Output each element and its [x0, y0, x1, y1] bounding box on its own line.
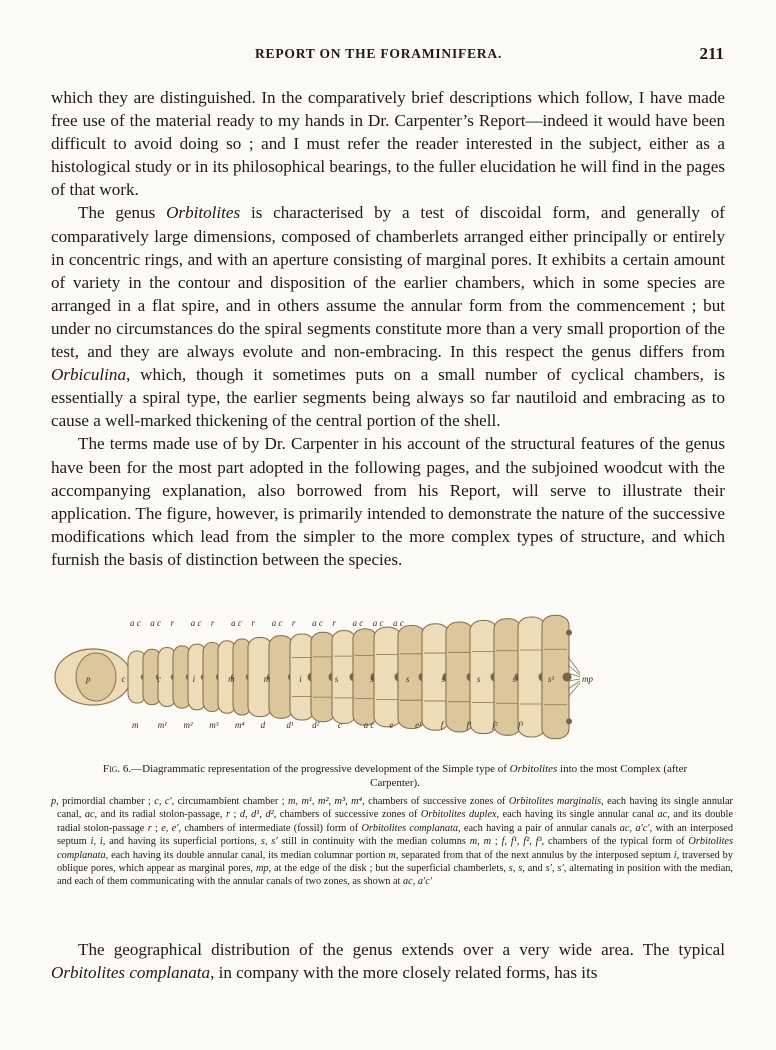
- italic-term: s, s′: [260, 836, 278, 848]
- text-run: , each having its double annular canal, its median columnar portion: [105, 849, 389, 861]
- text-run: ;: [229, 809, 240, 821]
- text-run: still in continuity with the median columns: [277, 836, 470, 848]
- label-bottom: d¹: [286, 720, 294, 730]
- text-run: The genus: [78, 203, 167, 223]
- label-bottom: m: [132, 720, 139, 730]
- label-bottom: m¹: [157, 720, 167, 730]
- label-inner: m: [263, 674, 271, 684]
- label-inner: c: [121, 674, 126, 684]
- label-top: a c: [130, 618, 141, 628]
- paragraph: [51, 938, 725, 984]
- body-text: [51, 86, 725, 571]
- figure-woodcut: [48, 612, 748, 758]
- text-run: , at the edge of the disk ; but the superficial chamberlets,: [268, 863, 509, 875]
- label-bottom: f¹: [466, 720, 472, 730]
- label-bottom: d²: [312, 720, 320, 730]
- text-run: , chambers of the typical form of: [541, 836, 689, 848]
- text-run: , and its radial stolon-passage,: [94, 809, 226, 821]
- italic-term: m, m: [469, 836, 492, 848]
- italic-term: f, f¹, f², f³: [501, 836, 542, 848]
- label-bottom: f³: [518, 720, 524, 730]
- orbitolites-diagram: [48, 612, 748, 758]
- italic-term: Orbitolites marginalis: [508, 796, 602, 807]
- italic-term: Orbitolites duplex: [420, 809, 497, 821]
- italic-term: i: [673, 849, 677, 861]
- italic-term: m: [388, 849, 396, 861]
- text-run: , separated from that of the next annulus by the interposed septum: [395, 849, 674, 861]
- italic-term: r: [147, 822, 152, 834]
- label-top: a c: [271, 618, 283, 628]
- label-bottom: m²: [183, 720, 193, 730]
- label-bottom: f: [440, 720, 444, 730]
- label-inner: p: [86, 674, 91, 684]
- text-run: , and having its superficial portions,: [102, 836, 261, 848]
- text-run: , circumambient chamber ;: [171, 796, 289, 807]
- italic-term: p: [51, 796, 57, 807]
- label-top: r: [291, 618, 296, 628]
- label-inner: s¹: [548, 674, 555, 684]
- italic-term: i, i: [90, 836, 103, 848]
- text-run: into the most Complex (after Carpenter).: [370, 763, 688, 789]
- circumambient-chamber: [76, 653, 116, 701]
- text-run: The geographical distribution of the genus extends over a very wide area. The typical: [78, 940, 725, 959]
- italic-term: c, c′: [154, 796, 172, 807]
- label-top: a c: [352, 618, 364, 628]
- text-run: , traversed by oblique pores, which appear as marginal pores,: [57, 849, 733, 875]
- text-run: , which, though it sometimes puts on a small number of cyclical chambers, is essentially a spiral type, the earlier segments being always so far nautiloid and embracing as to cause a well-marked thickening of the central portion of the shell.: [51, 365, 725, 431]
- paragraph: [51, 86, 725, 201]
- italic-term: r: [225, 809, 230, 821]
- text-run: ;: [151, 822, 162, 834]
- label-inner: c: [157, 674, 162, 684]
- text-run: , chambers of intermediate (fossil) form of: [178, 822, 362, 834]
- marginal-pore-line: [568, 657, 580, 673]
- label-bottom: e¹: [415, 720, 422, 730]
- italic-term: s, s: [508, 863, 523, 875]
- italic-term: Orbitolites: [166, 203, 241, 223]
- text-run: is characterised by a test of discoidal form, and generally of comparatively large dimensions, composed of chamberlets arranged either principally or entirely in concentric rings, and with an aperture consisting of marginal pores. It exhibits a certain amount of variety in the contour and disposition of the earlier chambers, which in some species are arranged in a flat spire, and in others assume the annular form from the commencement ; but under no circumstances do the spiral segments constitute more than a very small proportion of the test, and they are always evolute and non-embracing. In this respect the genus differs from: [51, 203, 725, 362]
- label-inner: s: [441, 674, 445, 684]
- text-run: , chambers of successive zones of: [362, 796, 509, 807]
- label-top: r: [210, 618, 215, 628]
- annular-canal: [566, 630, 572, 636]
- italic-term: Orbitolites complanata: [57, 836, 734, 861]
- label-top: r: [251, 618, 255, 628]
- label-inner: s¹: [512, 674, 519, 684]
- annular-canal: [566, 718, 572, 724]
- text-run: , each having its single annular canal: [496, 809, 658, 821]
- text-run: , primordial chamber ;: [56, 796, 155, 807]
- label-top: a c: [190, 618, 202, 628]
- label-bottom: a c: [363, 720, 375, 730]
- label-marginal-pores: mp: [582, 674, 593, 684]
- figure-caption: [100, 762, 690, 790]
- paragraph: [51, 432, 725, 571]
- text-run: , with an interposed septum: [57, 822, 733, 848]
- closing-text: [51, 938, 725, 984]
- italic-term: d, d¹, d²: [239, 809, 274, 821]
- text-run: ;: [491, 836, 502, 848]
- label-top: a c: [312, 618, 323, 628]
- label-top: r: [332, 618, 336, 628]
- text-run: , alternating in position with the median, and each of them communicating with the annular canals of two zones, as shown at: [57, 863, 734, 888]
- italic-term: Orbiculina: [51, 365, 127, 385]
- label-inner: s: [370, 674, 374, 684]
- label-inner: m: [228, 674, 235, 684]
- label-top: a c: [372, 618, 384, 628]
- italic-term: s′, s′: [545, 863, 564, 875]
- text-run: Fig. 6.: [102, 763, 132, 775]
- italic-term: ac: [657, 809, 668, 821]
- label-bottom: m⁴: [234, 720, 245, 730]
- text-run: —Diagrammatic representation of the progressive development of the Simple type of: [131, 763, 510, 775]
- label-bottom: m³: [209, 720, 219, 730]
- label-bottom: f²: [492, 720, 498, 730]
- label-inner: i: [192, 674, 196, 684]
- italic-term: Orbitolites complanata: [51, 963, 211, 983]
- label-bottom: d: [260, 720, 266, 730]
- text-run: which they are distinguished. In the comparatively brief descriptions which follow, I have made free use of the material ready to my hands in Dr. Carpenter’s Report—indeed it would have been difficult to avoid doing so ; and I must refer the reader interested in the subject, either as a histological study or in its philosophical bearings, to the fuller elucidation he will find in the pages of that work.: [51, 88, 725, 200]
- label-top: a c: [393, 618, 404, 628]
- text-run: , each having its single annular canal,: [57, 796, 733, 821]
- label-top: a c: [150, 618, 161, 628]
- italic-term: e, e′: [161, 822, 179, 834]
- running-title: REPORT ON THE FORAMINIFERA.: [255, 46, 503, 61]
- label-top: r: [170, 618, 174, 628]
- label-top: a c: [231, 618, 242, 628]
- paragraph: [51, 201, 725, 432]
- italic-term: mp: [255, 863, 269, 875]
- italic-term: Orbitolites complanata: [361, 822, 459, 834]
- text-run: The terms made use of by Dr. Carpenter in his account of the structural features of the genus have been for the most part adopted in the following pages, and the subjoined woodcut with the accompanying explanation, also borrowed from his Report, will serve to illustrate their application. The figure, however, is primarily intended to demonstrate the nature of the successive modifications which lead from the simpler to the more complex types of structure, and which furnish the basis of distinction between the species.: [51, 434, 725, 569]
- label-inner: i: [299, 674, 302, 684]
- text-run: , chambers of successive zones of: [273, 809, 421, 821]
- page-header: [0, 44, 776, 68]
- italic-term: ac: [84, 809, 95, 821]
- text-run: , and: [522, 863, 546, 875]
- label-inner: s: [334, 674, 339, 684]
- italic-term: Orbitolites: [509, 763, 558, 775]
- italic-term: ac, a′c′: [619, 822, 650, 834]
- text-run: , and its double radial stolon-passage: [57, 809, 733, 834]
- page-number: 211: [699, 44, 724, 63]
- text-run: , in company with the more closely related forms, has its: [210, 963, 598, 983]
- italic-term: m, m¹, m², m³, m⁴: [288, 796, 363, 807]
- label-inner: s: [476, 674, 481, 684]
- figure-legend: [51, 795, 733, 889]
- label-inner: s: [405, 674, 410, 684]
- label-bottom: c: [337, 720, 342, 730]
- label-bottom: e: [389, 720, 394, 730]
- italic-term: ac, a′c′: [403, 876, 433, 888]
- text-run: , each having a pair of annular canals: [458, 822, 620, 834]
